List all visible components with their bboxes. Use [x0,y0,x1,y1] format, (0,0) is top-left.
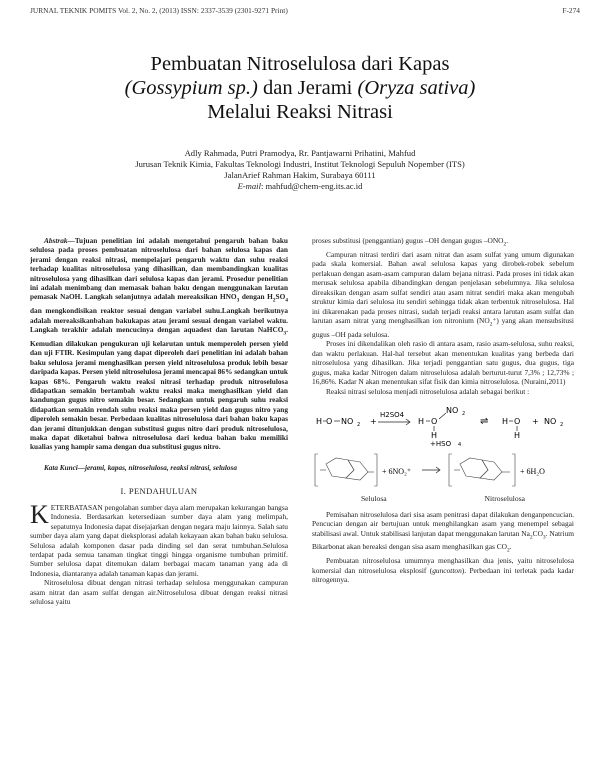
eq-no2-2: NO [446,406,459,416]
sub-ono2: 2 [503,241,507,248]
page-number: F-274 [562,6,580,15]
eq-hso4: +HSO [430,440,452,447]
sub-co3: 3 [542,534,546,541]
journal-header: JURNAL TEKNIK POMITS Vol. 2, No. 2, (2013) ISSN: 2337-3539 (2301-9271 Print) [30,6,288,15]
section-heading-intro: I. PENDAHULUAN [120,486,198,497]
eq-h3: H [431,431,438,441]
abstract-text-4: dan mengkondisikan reaktor sesuai dengan variabel suhu.Langkah berikutnya adalah mereaksikanbahan bakukapas atau jerami sesuai dengan variabel waktu. Langkah terakhir adalah mencucinya dengan aquadest dan larutan NaHCO [30,306,288,335]
eq-sub-1: 2 [357,422,361,429]
keywords-label: Kata Kunci [44,463,78,472]
abstract-text-1: —Tujuan penelitian ini adalah mengetahui pengaruh bahan baku selulosa pada proses pembuatan nitroselulosa dari bahan selulosa kapas dan jerami dengan reaksi nitrasi, mempelajari pengaruh waktu dan suhu reaksi terhadap kualitas nitroselulosa yang dihasilkan, dan membandingkan kualitas nitroselulosa yang dihasilkan dari selulosa kapas dan jerami. Prosedur penelitian ini adalah menimbang dan memasak bahan baku dengan menggunakan larutan pemasak NaOH. Langkah selanjutnya adalah mereaksikan HNO [30,236,288,302]
eq-h4: H [502,417,509,427]
author-block [0,148,600,192]
title-connector: dan Jerami [257,77,358,99]
eq-equilibrium: ⇌ [480,416,489,428]
keywords-text: —jerami, kapas, nitroselulosa, reaksi nitrasi, selulosa [77,463,237,472]
right-column [312,236,574,585]
abstract-text-3: SO [275,292,286,302]
left-column [30,236,288,607]
sub-3a: 3 [236,297,240,304]
fig-plus-no2: + 6NO₂⁺ [382,467,412,477]
eq-h2so4: H2SO4 [380,411,405,420]
sub-2a: 2 [272,297,276,304]
right-paragraph-5 [312,556,574,584]
address: JalanArief Rahman Hakim, Surabaya 60111 [224,170,376,180]
right-paragraph-2: Proses ini dikendalikan oleh rasio di antara asam, rasio asam-selulosa, suhu reaksi, dan waktu perlakuan. Hal-hal tersebut akan menentukan kualitas yang berbeda dari nitroselulosa yang dihasilkan. Jika terjadi penggantian satu gugus, dua gugus, tiga gugus, maka kadar Nitrogen dalam nitroselulosa adalah berturut-turut 7,3% ; 12,73% ; 16,86%. Kadar N akan menentukan sifat fisik dan kimia nitroselulosa. (Nuraini,2011) [312,339,574,387]
right-paragraph-4 [312,510,574,557]
email-address: : mahfud@chem-eng.its.ac.id [260,181,363,191]
right-paragraph-0 [312,236,574,250]
label-nitroselulosa: Nitroselulosa [484,494,526,504]
right-text-5a: Pembuatan nitroselulosa umumnya menghasilkan dua jenis, yaitu nitroselulosa komersial dan nitroselulosa eksplosif ( [312,556,574,575]
eq-no2-1: NO [341,417,354,427]
drop-cap: K [30,499,49,529]
eq-h1: H [316,417,323,427]
right-paragraph-1 [312,250,574,340]
abstract-text-2: dengan H [239,292,273,302]
eq-h5: H [514,431,521,441]
right-paragraph-3: Reaksi nitrasi selulosa menjadi nitroselulosa adalah sebagai berikut : [326,386,530,396]
sub-3b: 3 [283,330,287,337]
eq-sub-4: 4 [458,442,462,447]
abstract-label: Abstrak [44,236,68,245]
intro-paragraph-2: Nitroselulosa dibuat dengan nitrasi terhadap selulosa menggunakan campuran asam nitrat dan asam sulfat dengan air.Nitroselulosa dibuat dengan reaksi nitrasi selulosa yaitu [30,578,288,607]
right-text-0b: . [506,236,509,245]
right-text-1b: ⁺) yang akan mensubsitusi gugus –OH pada selulosa. [312,316,574,340]
eq-plus-1: + [370,417,377,427]
guncotton-term: guncotton [432,565,462,575]
title-line-2 [0,76,600,100]
email-label: E-mail [237,181,261,191]
title-species-1: (Gossypium sp.) [124,77,258,99]
eq-o2: O [431,417,438,427]
eq-o3: O [514,417,521,427]
eq-o1: O [326,417,333,427]
eq-no2-3: NO [544,417,557,427]
right-text-4c: . Natrium Bikarbonat akan bereaksi dengan sisa asam menghasilkan gas CO [312,528,575,552]
figure-labels [312,494,574,503]
sub-co2: 2 [506,547,510,554]
right-text-0: proses substitusi (penggantian) gugus –OH dengan gugus –ONO [312,236,504,245]
title-species-2: (Oryza sativa) [357,77,476,99]
eq-sub-2: 2 [462,411,466,418]
fig-plus-h2o: + 6H₂O [520,467,545,477]
email-line [0,181,600,192]
right-text-4d: . [509,542,512,552]
paper-title [0,52,600,124]
right-text-4b: CO [532,528,543,538]
intro-text-1: ETERBATASAN pengolahan sumber daya alam merupakan kekurangan bangsa Indonesia. Berdasarkan ketersediaan sumber daya alam yang melimpah, sepatutnya Indonesia dapat disejajarkan dengan negara maju lainnya. Salah satu sumber daya alam yang dapat dieksplorasi adalah kekayaan akan bahan baku selulosa. Selulosa adalah komponen dasar pada dinding sel dan serat tumbuhan.Selulosa terdapat pada semua tanaman tingkat tinggi hingga organisme tumbuhan primitif. Sumber selulosa dapat ditemukan dalam berbagai macam tanaman yang ada di Indonesia, diantaranya adalah tanaman kapas dan jerami. [30,502,288,578]
eq-plus-2: + [532,417,539,427]
eq-sub-3: 2 [560,422,564,429]
right-text-5c: ). Perbedaan ini terletak pada kadar nitrogennya. [312,565,575,585]
intro-paragraph-1 [30,499,288,579]
title-line-1: Pembuatan Nitroselulosa dari Kapas [150,53,450,75]
affiliation: Jurusan Teknik Kimia, Fakultas Teknologi Industri, Institut Teknologi Sepuluh Nopember (ITS) [135,159,465,169]
abstract-text-5: . Kemudian dilakukan pengukuran uji kelarutan untuk memperoleh persen yield dan uji FTIR. Kesimpulan yang dapat diperoleh dari penelitian ini adalah bahan baku selulosa jerami menghasilkan persen yield nitroselulosa produk lebih besar daripada kapas. Persen yield nitroselulosa jerami mencapai 86% sedangkan untuk kapas 68%. Pengaruh waktu reaksi nitrasi terhadap produk nitroselulosa didapatkan semakin bertambah waktu reaksi maka menghasilkan yield dan kandungan gugus nitro semakin besar. Sedangkan untuk pengaruh suhu reaksi didapatkan semakin rendah suhu reaksi maka persen yield dan gugus nitro yang diperoleh semakin besar. Perbedaan kualitas nitroselulosa dari bahan baku kapas dan jerami ditunjukkan dengan substitusi gugus nitro dari produk nitroselulosa, maka dapat diketahui bahwa nitroselulosa dari kedua bahan baku memiliki kualias yang hampir sama dengan dua substitusi gugus nitro. [30,325,288,452]
sub-na2: 2 [529,534,533,541]
right-text-1: Campuran nitrasi terdiri dari asam nitrat dan asam sulfat yang umum digunakan pada skala komersial. Bahan awal selulosa kapas yang dirobek-robek sebelum perlakuan dengan asam-asam campuran dalam bejana nitrasi. Pada proses ini tidak akan merusak selulosa apabila dibandingkan dengan penjelasan sebelumnya. Jika selulosa direaksikan dengan asam sulfat sendiri atau asam nitrat sendiri maka akan mengubah struktur kimia dari selulosa itu sendiri sehingga tidak akan terbentuk nitroselulosa. Hal ini dikarenakan pada proses nitrasi, sudah terjadi reaksi antara larutan asam sulfat dan larutan asam nitrat yang menghasilkan ion nitronium (NO [312,249,574,326]
eq-h2: H [418,417,425,427]
title-line-3: Melalui Reaksi Nitrasi [207,101,393,123]
author-names: Adly Rahmada, Putri Pramodya, Rr. Pantjawarni Prihatini, Mahfud [184,148,416,158]
label-selulosa: Selulosa [360,494,387,504]
abstract [30,236,288,452]
sub-4a: 4 [285,297,288,304]
sub-no2: 2 [489,321,493,328]
running-header [30,6,580,15]
nitration-equation-figure [312,400,574,446]
right-text-4: Pemisahan nitroselulosa dari sisa asam penitrasi dapat dilakukan denganpencucian. Pencucian dengan air bertujuan untuk menghilangkan asam yang menempel sebagai stabilisasi awal. Untuk stabilisasi lanjutan dapat menggunakan larutan Na [312,509,574,538]
cellulose-structure-figure [312,450,574,490]
keywords [30,464,288,473]
